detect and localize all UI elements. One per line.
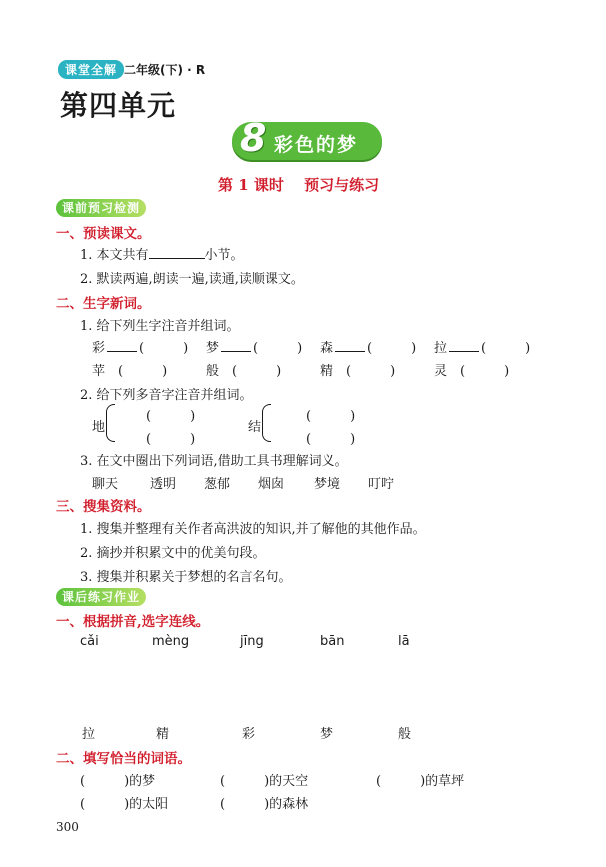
question-suffix: 小节。	[204, 248, 244, 263]
vocab-word[interactable]: 叮咛	[368, 477, 395, 492]
unit-title: 第四单元	[60, 89, 177, 122]
fill-suffix: 的梦	[129, 774, 156, 789]
word-blank[interactable]	[335, 351, 365, 352]
char: 森	[320, 341, 334, 356]
pinyin-item[interactable]: jīng	[240, 634, 264, 649]
poly-char: 结	[248, 420, 262, 435]
pinyin-slot[interactable]: ( )	[146, 432, 196, 447]
section-bar-preview: 课前预习检测	[56, 199, 146, 217]
fill-suffix: 的草坪	[425, 774, 465, 789]
match-char[interactable]: 梦	[320, 727, 334, 742]
collect-item: 2. 摘抄并积累文中的优美句段。	[80, 546, 266, 561]
match-char[interactable]: 精	[156, 727, 170, 742]
char: 灵	[434, 364, 448, 379]
char-cell: 般 ( )	[206, 364, 282, 379]
lesson-number: 8	[240, 116, 267, 160]
pinyin-slot[interactable]: ( )	[306, 409, 356, 424]
pinyin-slot[interactable]: ( )	[306, 432, 356, 447]
word-blank[interactable]	[221, 351, 251, 352]
instruction-polyphonic: 2. 给下列多音字注音并组词。	[80, 388, 253, 403]
lesson-subtitle: 第 1 课时 预习与练习	[218, 176, 380, 194]
char: 彩	[92, 341, 106, 356]
char-cell: 精 ( )	[320, 364, 396, 379]
vocab-word[interactable]: 聊天	[92, 477, 119, 492]
fill-item[interactable]: ( )的草坪	[376, 774, 465, 789]
char-cell: 灵 ( )	[434, 364, 510, 379]
reading-instruction: 2. 默读两遍,朗读一遍,读通,读顺课文。	[80, 272, 304, 287]
lesson-title: 彩色的梦	[274, 134, 359, 156]
heading-new-words: 二、生字新词。	[56, 296, 151, 312]
vocab-word[interactable]: 葱郁	[204, 477, 231, 492]
pinyin-item[interactable]: lā	[398, 634, 410, 649]
word-blank[interactable]	[449, 351, 479, 352]
collect-item: 3. 搜集并积累关于梦想的名言名句。	[80, 570, 292, 585]
vocab-word[interactable]: 透明	[150, 477, 177, 492]
collect-item: 1. 搜集并整理有关作者高洪波的知识,并了解他的其他作品。	[80, 522, 426, 537]
char-cell: 拉 ( )	[434, 341, 531, 356]
answer-blank[interactable]	[149, 258, 205, 259]
fill-item[interactable]: ( )的梦	[80, 774, 156, 789]
word-blank[interactable]	[107, 351, 137, 352]
section-bar-homework: 课后练习作业	[56, 588, 146, 606]
char: 般	[206, 364, 220, 379]
heading-fill-words: 二、填写恰当的词语。	[56, 751, 191, 767]
pinyin-item[interactable]: bān	[320, 634, 345, 649]
fill-item[interactable]: ( )的太阳	[80, 797, 169, 812]
fill-suffix: 的太阳	[129, 797, 169, 812]
heading-match: 一、根据拼音,选字连线。	[56, 614, 210, 630]
fill-item[interactable]: ( )的天空	[220, 774, 309, 789]
heading-collect: 三、搜集资料。	[56, 499, 151, 515]
match-char[interactable]: 拉	[82, 727, 96, 742]
question-prefix: 1. 本文共有	[80, 248, 149, 263]
char: 精	[320, 364, 334, 379]
char: 苹	[92, 364, 106, 379]
page-number: 300	[56, 820, 79, 834]
char-cell: 梦 ( )	[206, 341, 303, 356]
fill-suffix: 的森林	[269, 797, 309, 812]
heading-preread: 一、预读课文。	[56, 226, 151, 242]
pinyin-item[interactable]: mèng	[152, 634, 190, 649]
char-cell: 森 ( )	[320, 341, 417, 356]
question-paragraph-count	[80, 244, 244, 263]
char: 梦	[206, 341, 220, 356]
brace-icon	[262, 404, 271, 442]
fill-suffix: 的天空	[269, 774, 309, 789]
char: 拉	[434, 341, 448, 356]
fill-item[interactable]: ( )的森林	[220, 797, 309, 812]
pinyin-slot[interactable]: ( )	[146, 409, 196, 424]
match-char[interactable]: 彩	[242, 727, 256, 742]
header-badge: 课堂全解	[58, 60, 124, 79]
pinyin-item[interactable]: cǎi	[80, 634, 99, 649]
char-cell: 彩 ( )	[92, 341, 189, 356]
header-subtitle: 二年级(下) · R	[124, 63, 206, 77]
vocab-word[interactable]: 烟囱	[258, 477, 285, 492]
instruction-circle-words: 3. 在文中圈出下列词语,借助工具书理解词义。	[80, 454, 348, 469]
vocab-word[interactable]: 梦境	[314, 477, 341, 492]
char-cell: 苹 ( )	[92, 364, 168, 379]
match-char[interactable]: 般	[398, 727, 412, 742]
brace-icon	[106, 404, 115, 442]
poly-char: 地	[92, 420, 106, 435]
lesson-title-banner	[232, 116, 382, 160]
instruction-pinyin: 1. 给下列生字注音并组词。	[80, 319, 240, 334]
